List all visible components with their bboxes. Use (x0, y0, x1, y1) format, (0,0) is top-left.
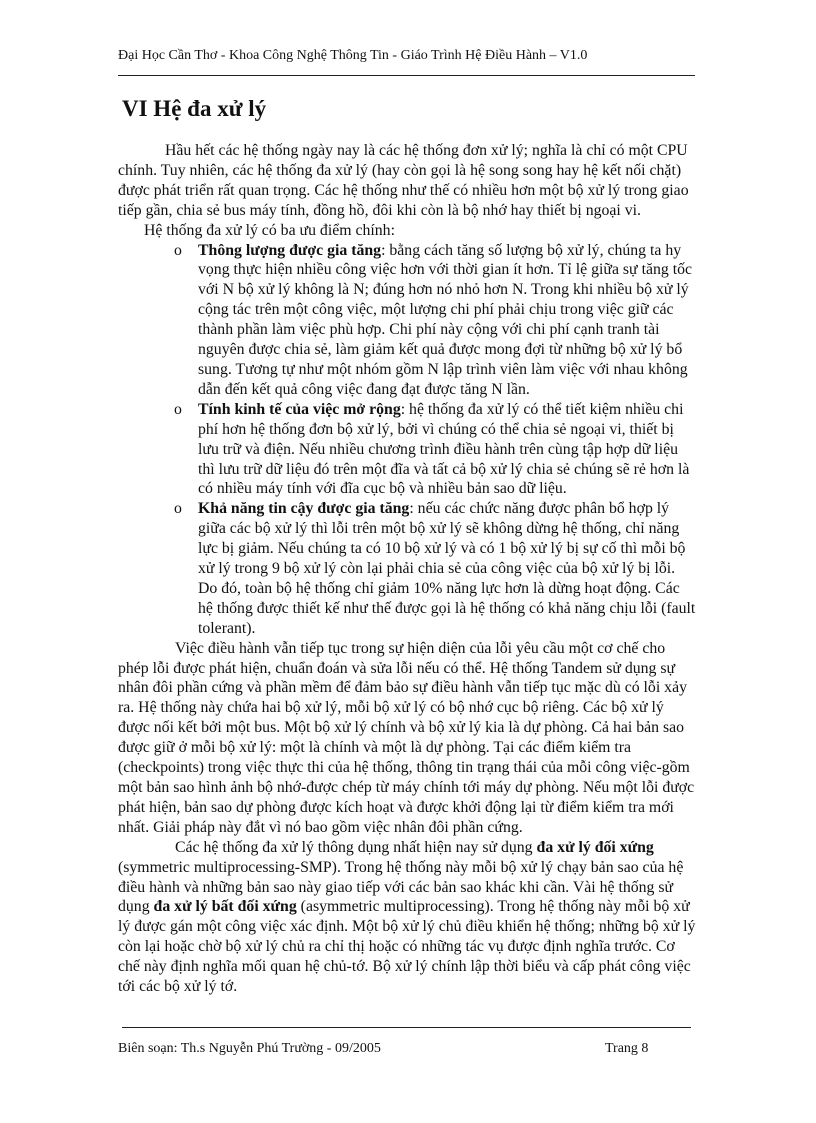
bullet-icon: o (174, 500, 182, 518)
asmp-term: đa xử lý bất đối xứng (153, 898, 297, 916)
smp-text-3: (asymmetric multiprocessing). Trong hệ thống này mỗi bộ xử lý được gán một công việc xác định. Một bộ xử lý chủ điều khiển hệ thống; những bộ xử lý còn lại hoặc chờ bộ xử lý chủ ra chỉ thị hoặc có những tác vụ được định nghĩa trước. Cơ chế này định nghĩa mối quan hệ chủ-tớ. Bộ xử lý chính lập thời biểu và cấp phát công việc tới các bộ xử lý tớ. (118, 898, 696, 996)
smp-text-1: Các hệ thống đa xử lý thông dụng nhất hiện nay sử dụng (175, 838, 537, 856)
smp-text-2: (symmetric multiprocessing-SMP). Trong hệ thống này mỗi bộ xử lý chạy bản sao của hệ điều hành và những bản sao này giao tiếp với các bản sao khác khi cần. Vài hệ thống sử dụng (118, 858, 684, 916)
intro-paragraph: Hầu hết các hệ thống ngày nay là các hệ thống đơn xử lý; nghĩa là chỉ có một CPU chính. Tuy nhiên, các hệ thống đa xử lý (hay còn gọi là hệ song song hay hệ kết nối chặt) được phát triển rất quan trọng. Các hệ thống như thế có nhiều hơn một bộ xử lý trong giao tiếp gần, chia sẻ bus máy tính, đồng hồ, đôi khi còn là bộ nhớ hay thiết bị ngoại vi. (118, 142, 689, 219)
list-item (118, 241, 698, 400)
footer-author: Biên soạn: Th.s Nguyễn Phú Trường - 09/2005 (118, 1041, 381, 1056)
section-title: VI Hệ đa xử lý (122, 96, 267, 121)
advantages-list (118, 241, 698, 639)
list-item-text: : nếu các chức năng được phân bổ hợp lý giữa các bộ xử lý thì lỗi trên một bộ xử lý sẽ không dừng hệ thống, chỉ năng lực bị giảm. Nếu chúng ta có 10 bộ xử lý và có 1 bộ xử lý bị sự cố thì mỗi bộ xử lý trong 9 bộ xử lý còn lại phải chia sẻ của công việc của bộ xử lý bị lỗi. Do đó, toàn bộ hệ thống chỉ giảm 10% năng lực hơn là dừng hoạt động. Các hệ thống được thiết kế như thế được gọi là hệ thống có khả năng chịu lỗi (fault tolerant). (198, 500, 696, 637)
advantages-lead: Hệ thống đa xử lý có ba ưu điểm chính: (144, 221, 395, 239)
list-item-title: Khả năng tin cậy được gia tăng (198, 500, 410, 518)
list-item (118, 499, 698, 638)
bullet-icon: o (174, 241, 182, 259)
footer-page-number: Trang 8 (605, 1041, 649, 1056)
smp-paragraph (118, 838, 698, 997)
smp-term: đa xử lý đối xứng (536, 838, 654, 856)
list-item (118, 400, 698, 500)
list-item-text: : bằng cách tăng số lượng bộ xử lý, chúng ta hy vọng thực hiện nhiều công việc hơn với thời gian ít hơn. Tỉ lệ giữa sự tăng tốc với N bộ xử lý không là N; đúng hơn nó nhỏ hơn N. Trong khi nhiều bộ xử lý cộng tác trên một công việc, một lượng chi phí phải chịu trong việc giữ các thành phần làm việc phù hợp. Chi phí này cộng với chi phí cạnh tranh tài nguyên được chia sẻ, làm giảm kết quả được mong đợi từ những bộ xử lý bổ sung. Tương tự như một nhóm gồm N lập trình viên làm việc với nhau không dẫn đến kết quả công việc đang đạt được tăng N lần. (198, 241, 693, 398)
footer-divider (122, 1027, 691, 1028)
list-item-title: Thông lượng được gia tăng (198, 241, 382, 259)
page-header: Đại Học Cần Thơ - Khoa Công Nghệ Thông Tin - Giáo Trình Hệ Điều Hành – V1.0 (118, 48, 588, 63)
document-body (118, 141, 698, 997)
bullet-icon: o (174, 400, 182, 418)
list-item-title: Tính kinh tế của việc mở rộng (198, 400, 401, 418)
list-item-text: : hệ thống đa xử lý có thể tiết kiệm nhiều chi phí hơn hệ thống đơn bộ xử lý, bởi vì chúng có thể chia sẻ ngoại vi, thiết bị lưu trữ và điện. Nếu nhiều chương trình điều hành trên cùng tập hợp dữ liệu thì lưu trữ dữ liệu đó trên một đĩa và tất cả bộ xử lý chia sẻ chúng sẽ rẻ hơn là có nhiều máy tính với đĩa cục bộ và nhiều bản sao dữ liệu. (198, 400, 690, 498)
tandem-paragraph: Việc điều hành vẫn tiếp tục trong sự hiện diện của lỗi yêu cầu một cơ chế cho phép lỗi được phát hiện, chuẩn đoán và sửa lỗi nếu có thể. Hệ thống Tandem sử dụng sự nhân đôi phần cứng và phần mềm để đảm bảo sự điều hành vẫn tiếp tục mặc dù có lỗi xảy ra. Hệ thống này chứa hai bộ xử lý, mỗi bộ xử lý có bộ nhớ cục bộ riêng. Các bộ xử lý được nối kết bởi một bus. Một bộ xử lý chính và bộ xử lý kia là dự phòng. Cả hai bản sao được giữ ở mỗi bộ xử lý: một là chính và một là dự phòng. Tại các điểm kiểm tra (checkpoints) trong việc thực thi của hệ thống, thông tin trạng thái của mỗi công việc-gồm một bản sao hình ảnh bộ nhớ-được chép từ máy chính tới máy dự phòng. Nếu một lỗi được phát hiện, bản sao dự phòng được kích hoạt và được khởi động lại từ điểm kiểm tra mới nhất. Giải pháp này đắt vì nó bao gồm việc nhân đôi phần cứng. (118, 639, 695, 836)
header-divider (118, 75, 695, 76)
